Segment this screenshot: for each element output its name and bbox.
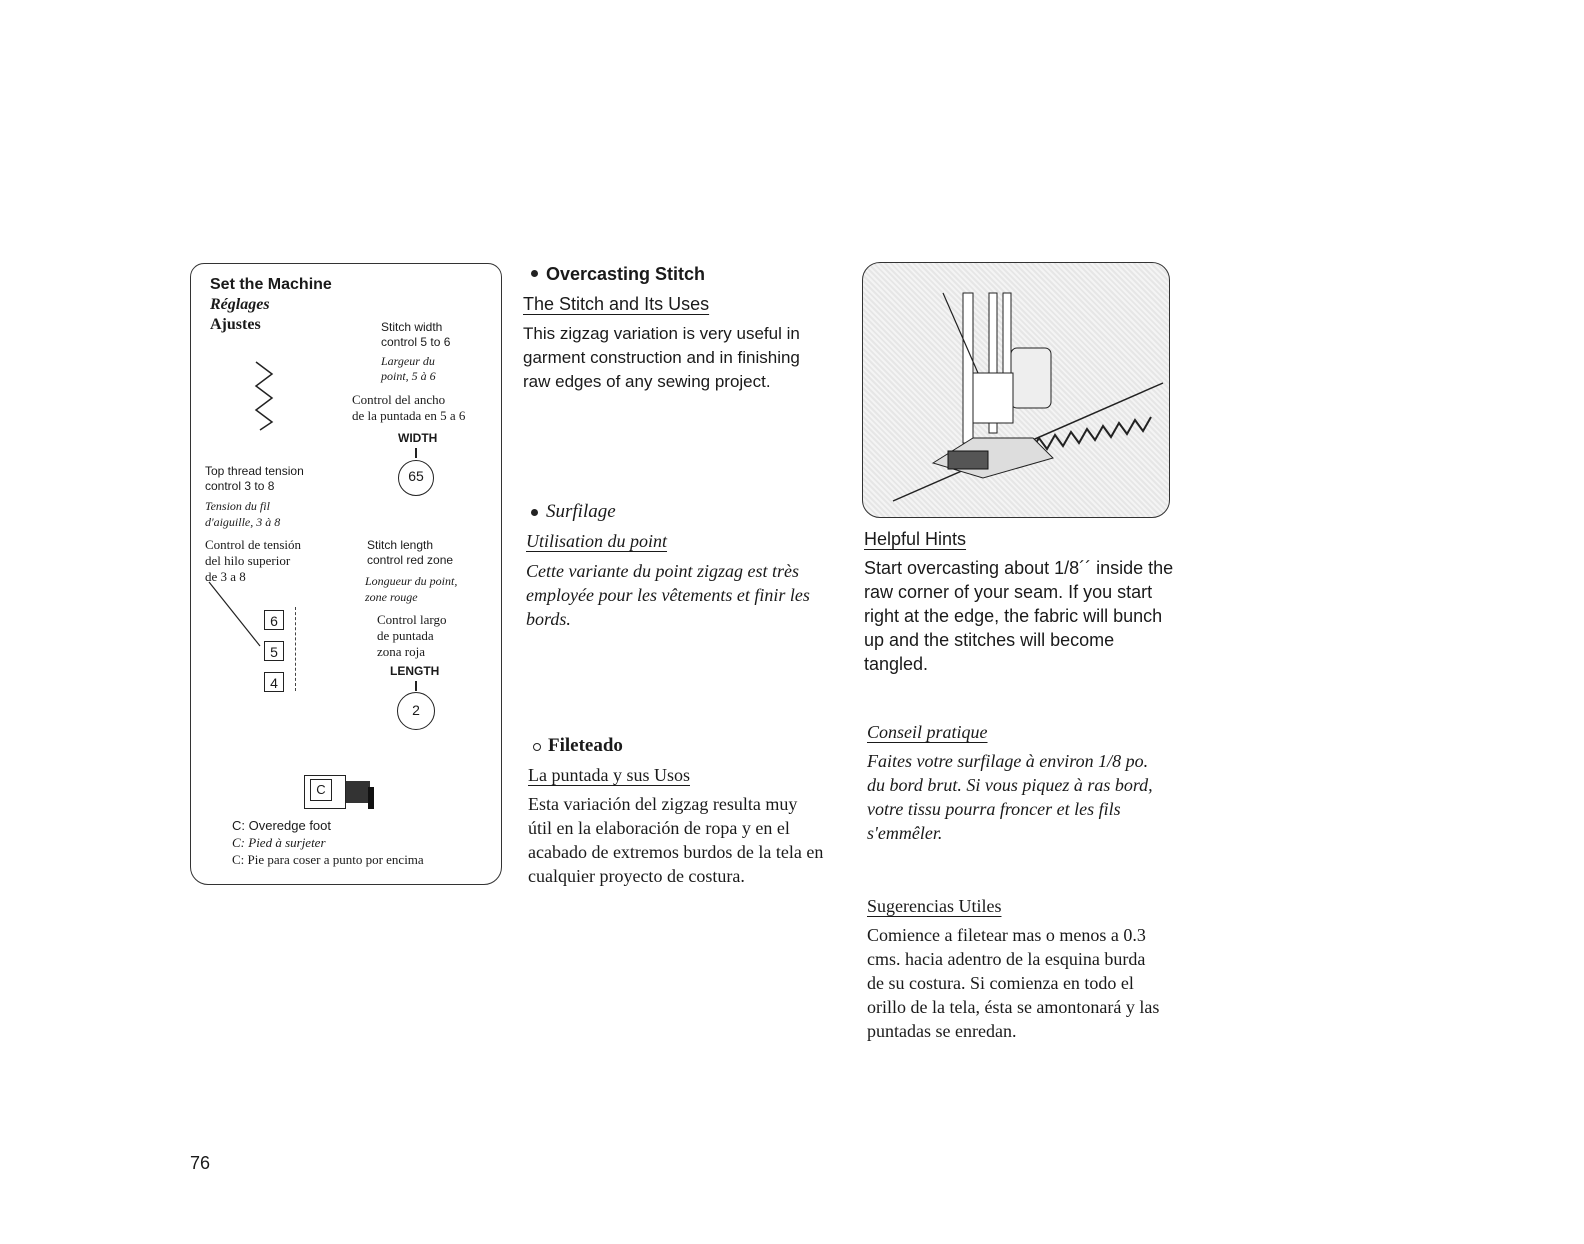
length-dial-pointer (415, 681, 417, 691)
hints-es-line-4: orillo de la tela, ésta se amontonará y las (867, 997, 1160, 1017)
panel-title-fr: Réglages (210, 296, 270, 313)
width-en-1: Stitch width (381, 320, 443, 334)
es-line-4: cualquier proyecto de costura. (528, 866, 745, 886)
length-es-1: Control largo (377, 612, 447, 627)
presser-foot-drawing (863, 263, 1170, 518)
es-line-2: útil en la elaboración de ropa y en el (528, 818, 790, 838)
length-fr-1: Longueur du point, (365, 574, 458, 588)
overedge-foot-icon: C (304, 775, 374, 809)
width-es-2: de la puntada en 5 a 6 (352, 408, 466, 423)
width-dial-value: 65 (408, 468, 424, 484)
length-en-2: control red zone (367, 553, 454, 567)
length-label: LENGTH (390, 664, 440, 678)
sewing-foot-illustration (862, 262, 1170, 518)
tension-scale-4: 4 (264, 672, 284, 692)
fr-subheading: Utilisation du point (526, 531, 668, 551)
page-number: 76 (190, 1153, 211, 1173)
length-en-1: Stitch length (367, 538, 434, 552)
fr-line-2: employée pour les vêtements et finir les (526, 585, 810, 605)
width-es-1: Control del ancho (352, 392, 446, 407)
foot-es: C: Pie para coser a punto por encima (232, 852, 424, 867)
tension-es-2: del hilo superior (205, 553, 291, 568)
tension-en-1: Top thread tension (205, 464, 304, 478)
tension-pointer-line (205, 580, 265, 650)
en-line-2: garment construction and in finishing (523, 348, 800, 367)
width-label: WIDTH (398, 431, 438, 445)
zigzag-stitch-icon (250, 360, 278, 432)
length-es-2: de puntada (377, 628, 434, 643)
width-fr-1: Largeur du (381, 354, 435, 368)
hints-en-line-1: Start overcasting about 1/8´´ inside the (864, 558, 1174, 578)
hints-es-line-2: cms. hacia adentro de la esquina burda (867, 949, 1146, 969)
tension-fr-1: Tension du fil (205, 499, 270, 513)
foot-fr: C: Pied à surjeter (232, 835, 326, 850)
es-subheading: La puntada y sus Usos (528, 765, 690, 785)
hints-en-line-4: up and the stitches will become (864, 630, 1115, 650)
tension-en-2: control 3 to 8 (205, 479, 275, 493)
width-fr-2: point, 5 à 6 (381, 369, 436, 383)
tension-scale-5: 5 (264, 641, 284, 661)
tension-scale-6: 6 (264, 610, 284, 630)
length-dial-value: 2 (412, 702, 420, 718)
hints-es-heading: Sugerencias Utiles (867, 896, 1002, 916)
hints-fr-line-3: votre tissu pourra froncer et les fils (867, 799, 1121, 819)
en-heading: Overcasting Stitch (546, 264, 706, 284)
fr-heading: Surfilage (546, 501, 616, 522)
panel-title-es: Ajustes (210, 316, 261, 333)
hints-fr-line-2: du bord brut. Si vous piquez à ras bord, (867, 775, 1153, 795)
fr-line-3: bords. (526, 609, 571, 629)
en-bullet (531, 270, 538, 277)
hints-en-line-2: raw corner of your seam. If you start (864, 582, 1153, 602)
tension-es-3: de 3 a 8 (205, 569, 246, 584)
fr-bullet (531, 509, 538, 516)
hints-en-line-3: right at the edge, the fabric will bunch (864, 606, 1163, 626)
hints-en-line-5: tangled. (864, 654, 929, 674)
en-line-3: raw edges of any sewing project. (523, 372, 771, 391)
hints-fr-line-4: s'emmêler. (867, 823, 943, 843)
width-dial-pointer (415, 448, 417, 458)
panel-title-en: Set the Machine (210, 276, 332, 293)
hints-en-heading: Helpful Hints (864, 529, 967, 549)
tension-fr-2: d'aiguille, 3 à 8 (205, 515, 281, 529)
fr-line-1: Cette variante du point zigzag est très (526, 561, 799, 581)
en-subheading: The Stitch and Its Uses (523, 294, 710, 314)
hints-fr-line-1: Faites votre surfilage à environ 1/8 po. (867, 751, 1149, 771)
hints-es-line-5: puntadas se enredan. (867, 1021, 1017, 1041)
hints-es-line-1: Comience a filetear mas o menos a 0.3 (867, 925, 1146, 945)
en-line-1: This zigzag variation is very useful in (523, 324, 800, 343)
width-en-2: control 5 to 6 (381, 335, 451, 349)
hints-fr-heading: Conseil pratique (867, 722, 988, 742)
length-es-3: zona roja (377, 644, 426, 659)
es-heading: Fileteado (548, 735, 623, 756)
es-line-1: Esta variación del zigzag resulta muy (528, 794, 798, 814)
foot-en: C: Overedge foot (232, 818, 331, 833)
tension-es-1: Control de tensión (205, 537, 302, 552)
es-bullet (533, 743, 541, 751)
hints-es-line-3: de su costura. Si comienza en todo el (867, 973, 1134, 993)
length-fr-2: zone rouge (365, 590, 418, 604)
es-line-3: acabado de extremos burdos de la tela en (528, 842, 824, 862)
